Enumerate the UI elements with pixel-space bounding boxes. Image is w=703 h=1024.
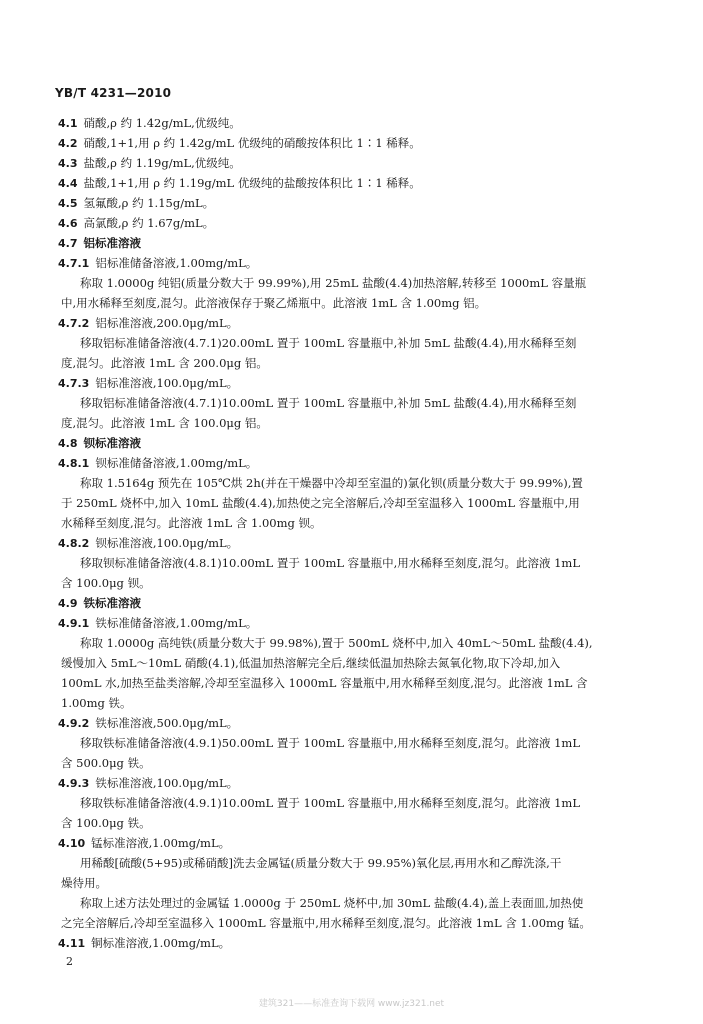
clause-text: 钡标准溶液,100.0μg/mL。 <box>95 536 239 550</box>
clause-text: 铁标准储备溶液,1.00mg/mL。 <box>95 616 258 630</box>
clause-text: 铜标准溶液,1.00mg/mL。 <box>91 936 231 950</box>
clause-text: 铁标准溶液,100.0μg/mL。 <box>95 776 239 790</box>
clause-number: 4.9 <box>58 597 78 610</box>
clause-number: 4.9.2 <box>58 717 90 730</box>
clause-line <box>58 313 650 333</box>
clause-line <box>58 193 650 213</box>
clause-line <box>58 833 650 853</box>
clause-line <box>58 153 650 173</box>
clause-line <box>58 773 650 793</box>
clause-text: 高氯酸,ρ 约 1.67g/mL。 <box>83 216 215 230</box>
clause-text: 移取铝标准储备溶液(4.7.1)10.00mL 置于 100mL 容量瓶中,补加 5mL 盐酸(4.4),用水稀释至刻 <box>80 396 577 410</box>
clause-number: 4.5 <box>58 197 78 210</box>
clause-text: 硝酸,1+1,用 ρ 约 1.42g/mL 优级纯的硝酸按体积比 1∶1 稀释。 <box>83 136 421 150</box>
paragraph-line <box>58 413 650 433</box>
paragraph-line <box>58 293 650 313</box>
clause-text: 中,用水稀释至刻度,混匀。此溶液保存于聚乙烯瓶中。此溶液 1mL 含 1.00mg 铝。 <box>61 296 487 310</box>
clause-text: 1.00mg 铁。 <box>61 696 132 710</box>
clause-number: 4.8 <box>58 437 78 450</box>
clause-text: 铁标准溶液 <box>83 596 141 610</box>
clause-line <box>58 613 650 633</box>
paragraph-line <box>58 333 650 353</box>
clause-line <box>58 173 650 193</box>
clause-number: 4.10 <box>58 837 86 850</box>
clause-text: 100mL 水,加热至盐类溶解,冷却至室温移入 1000mL 容量瓶中,用水稀释至刻度,混匀。此溶液 1mL 含 <box>61 676 588 690</box>
clause-text: 含 100.0μg 钡。 <box>61 576 151 590</box>
clause-number: 4.9.1 <box>58 617 90 630</box>
section-heading <box>58 593 650 613</box>
clause-number: 4.7 <box>58 237 78 250</box>
clause-line <box>58 133 650 153</box>
page-number: 2 <box>66 955 73 968</box>
clause-number: 4.6 <box>58 217 78 230</box>
paragraph-line <box>58 813 650 833</box>
clause-text: 锰标准溶液,1.00mg/mL。 <box>91 836 231 850</box>
clause-text: 于 250mL 烧杯中,加入 10mL 盐酸(4.4),加热使之完全溶解后,冷却至室温移入 1000mL 容量瓶中,用 <box>61 496 580 510</box>
paragraph-line <box>58 913 650 933</box>
clause-text: 度,混匀。此溶液 1mL 含 100.0μg 铝。 <box>61 416 268 430</box>
clause-text: 钡标准储备溶液,1.00mg/mL。 <box>95 456 258 470</box>
section-heading <box>58 233 650 253</box>
section-heading <box>58 433 650 453</box>
clause-text: 盐酸,1+1,用 ρ 约 1.19g/mL 优级纯的盐酸按体积比 1∶1 稀释。 <box>83 176 421 190</box>
clause-line <box>58 453 650 473</box>
clause-text: 缓慢加入 5mL～10mL 硝酸(4.1),低温加热溶解完全后,继续低温加热除去氮氧化物,取下冷却,加入 <box>61 656 561 670</box>
clause-number: 4.7.1 <box>58 257 90 270</box>
clause-line <box>58 213 650 233</box>
paragraph-line <box>58 693 650 713</box>
clause-text: 含 100.0μg 铁。 <box>61 816 151 830</box>
paragraph-line <box>58 753 650 773</box>
clause-line <box>58 713 650 733</box>
clause-text: 铁标准溶液,500.0μg/mL。 <box>95 716 239 730</box>
clause-number: 4.7.2 <box>58 317 90 330</box>
clause-line <box>58 253 650 273</box>
paragraph-line <box>58 653 650 673</box>
clause-number: 4.2 <box>58 137 78 150</box>
paragraph-line <box>58 673 650 693</box>
clause-number: 4.8.1 <box>58 457 90 470</box>
clause-text: 钡标准溶液 <box>83 436 141 450</box>
clause-text: 移取钡标准储备溶液(4.8.1)10.00mL 置于 100mL 容量瓶中,用水稀释至刻度,混匀。此溶液 1mL <box>80 556 580 570</box>
clause-line <box>58 533 650 553</box>
clause-text: 移取铁标准储备溶液(4.9.1)50.00mL 置于 100mL 容量瓶中,用水稀释至刻度,混匀。此溶液 1mL <box>80 736 580 750</box>
clause-text: 移取铁标准储备溶液(4.9.1)10.00mL 置于 100mL 容量瓶中,用水稀释至刻度,混匀。此溶液 1mL <box>80 796 580 810</box>
paragraph-line <box>58 793 650 813</box>
clause-line <box>58 373 650 393</box>
clause-text: 盐酸,ρ 约 1.19g/mL,优级纯。 <box>83 156 241 170</box>
standard-code: YB/T 4231—2010 <box>55 86 172 100</box>
paragraph-line <box>58 353 650 373</box>
paragraph-line <box>58 393 650 413</box>
clause-text: 称取 1.5164g 预先在 105℃烘 2h(并在干燥器中冷却至室温的)氯化钡(质量分数大于 99.99%),置 <box>80 476 583 490</box>
paragraph-line <box>58 573 650 593</box>
clause-number: 4.4 <box>58 177 78 190</box>
paragraph-line <box>58 853 650 873</box>
watermark: 建筑321——标准查询下载网 www.jz321.net <box>258 999 445 1009</box>
paragraph-line <box>58 633 650 653</box>
clause-text: 铝标准溶液,200.0μg/mL。 <box>95 316 239 330</box>
paragraph-line <box>58 553 650 573</box>
clause-number: 4.1 <box>58 117 78 130</box>
clause-number: 4.8.2 <box>58 537 90 550</box>
clause-text: 硝酸,ρ 约 1.42g/mL,优级纯。 <box>83 116 241 130</box>
paragraph-line <box>58 493 650 513</box>
clause-text: 含 500.0μg 铁。 <box>61 756 151 770</box>
paragraph-line <box>58 513 650 533</box>
clause-text: 铝标准储备溶液,1.00mg/mL。 <box>95 256 258 270</box>
document-body <box>58 113 650 953</box>
paragraph-line <box>58 733 650 753</box>
clause-text: 称取上述方法处理过的金属锰 1.0000g 于 250mL 烧杯中,加 30mL 盐酸(4.4),盖上表面皿,加热使 <box>80 896 584 910</box>
clause-text: 铝标准溶液,100.0μg/mL。 <box>95 376 239 390</box>
clause-number: 4.7.3 <box>58 377 90 390</box>
clause-text: 称取 1.0000g 高纯铁(质量分数大于 99.98%),置于 500mL 烧杯中,加入 40mL～50mL 盐酸(4.4), <box>80 636 593 650</box>
paragraph-line <box>58 873 650 893</box>
paragraph-line <box>58 893 650 913</box>
paragraph-line <box>58 273 650 293</box>
clause-line <box>58 113 650 133</box>
clause-text: 之完全溶解后,冷却至室温移入 1000mL 容量瓶中,用水稀释至刻度,混匀。此溶液 1mL 含 1.00mg 锰。 <box>61 916 591 930</box>
clause-text: 燥待用。 <box>61 876 107 890</box>
clause-text: 移取铝标准储备溶液(4.7.1)20.00mL 置于 100mL 容量瓶中,补加 5mL 盐酸(4.4),用水稀释至刻 <box>80 336 577 350</box>
clause-text: 称取 1.0000g 纯铝(质量分数大于 99.99%),用 25mL 盐酸(4.4)加热溶解,转移至 1000mL 容量瓶 <box>80 276 587 290</box>
clause-text: 氢氟酸,ρ 约 1.15g/mL。 <box>83 196 215 210</box>
clause-number: 4.3 <box>58 157 78 170</box>
clause-line <box>58 933 650 953</box>
clause-number: 4.11 <box>58 937 86 950</box>
clause-text: 用稀酸[硫酸(5+95)或稀硝酸]洗去金属锰(质量分数大于 99.95%)氧化层,再用水和乙醇洗涤,干 <box>80 856 562 870</box>
clause-number: 4.9.3 <box>58 777 90 790</box>
clause-text: 水稀释至刻度,混匀。此溶液 1mL 含 1.00mg 钡。 <box>61 516 322 530</box>
clause-text: 铝标准溶液 <box>83 236 141 250</box>
clause-text: 度,混匀。此溶液 1mL 含 200.0μg 铝。 <box>61 356 268 370</box>
paragraph-line <box>58 473 650 493</box>
